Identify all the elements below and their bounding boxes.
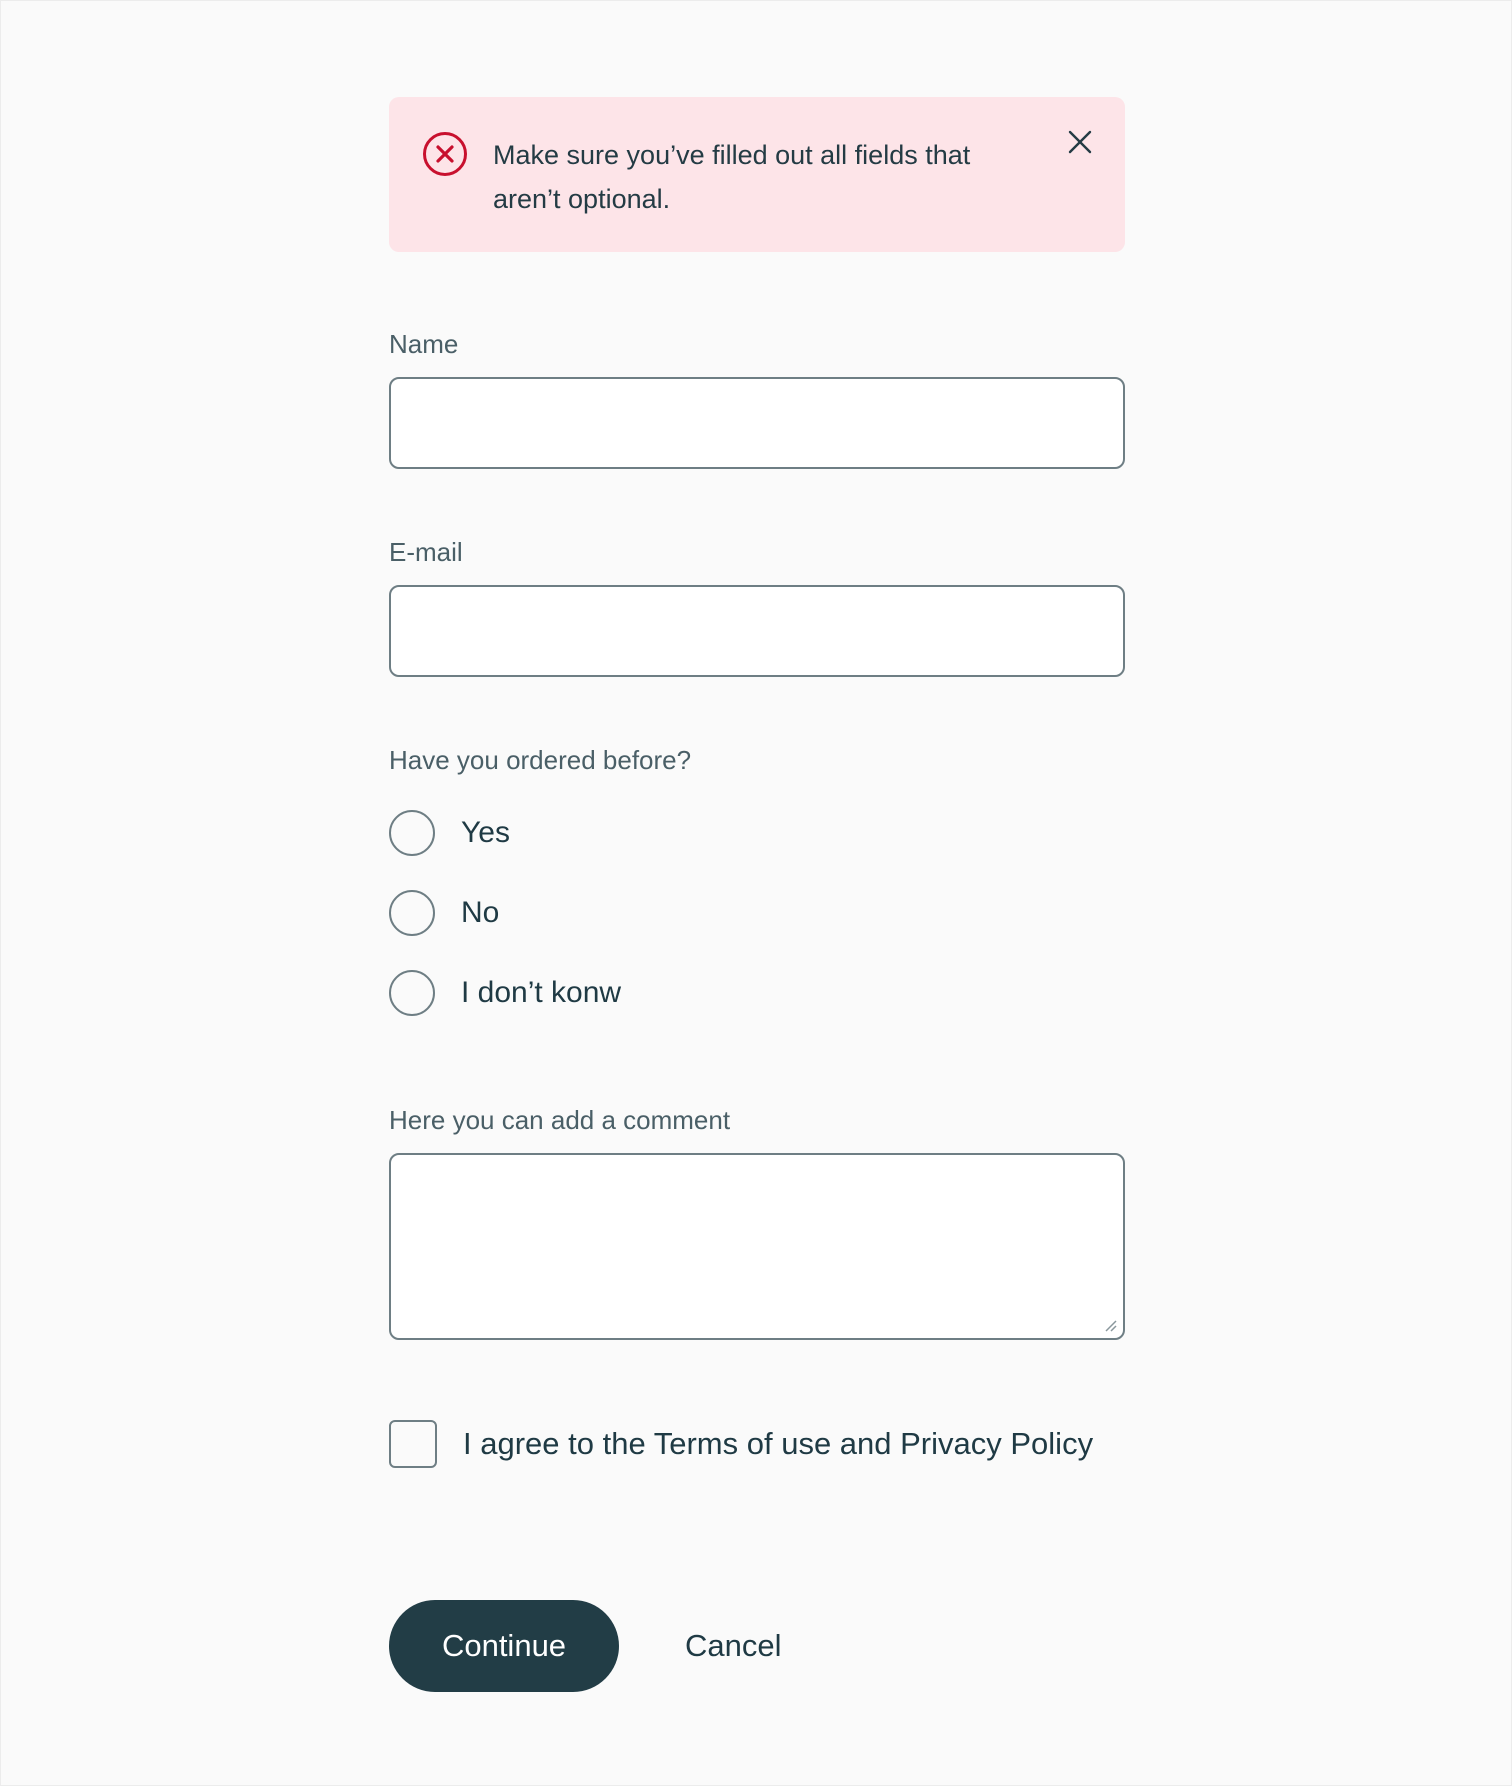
comment-textarea[interactable]	[389, 1153, 1125, 1340]
name-label: Name	[389, 329, 459, 359]
close-icon[interactable]	[1065, 127, 1095, 157]
radio-label-yes: Yes	[461, 816, 510, 849]
continue-button[interactable]: Continue	[389, 1600, 619, 1692]
error-alert	[389, 97, 1125, 252]
terms-agreement[interactable]	[389, 1420, 1093, 1468]
terms-checkbox[interactable]	[389, 1420, 437, 1468]
error-circle-x-icon	[422, 131, 468, 177]
ordered-before-group	[389, 744, 1125, 776]
ordered-before-label: Have you ordered before?	[389, 745, 692, 775]
radio-option-dont-know[interactable]	[389, 969, 621, 1017]
radio-option-no[interactable]	[389, 889, 499, 937]
email-label: E-mail	[389, 537, 463, 567]
radio-option-yes[interactable]	[389, 809, 510, 857]
order-form	[389, 97, 1125, 1663]
comment-label: Here you can add a comment	[389, 1105, 731, 1135]
terms-label: I agree to the Terms of use and Privacy Policy	[463, 1426, 1094, 1461]
error-alert-message: Make sure you’ve filled out all fields that aren’t optional.	[493, 140, 971, 214]
radio-label-dont-know: I don’t konw	[461, 976, 622, 1009]
comment-field-group	[389, 1104, 1125, 1136]
email-input[interactable]	[389, 585, 1125, 677]
resize-handle-icon[interactable]	[1103, 1318, 1117, 1332]
email-field-group	[389, 536, 1125, 568]
form-actions	[389, 1600, 782, 1692]
name-input[interactable]	[389, 377, 1125, 469]
cancel-button[interactable]: Cancel	[685, 1628, 782, 1663]
radio-button-no[interactable]	[389, 890, 435, 936]
name-field-group	[389, 328, 1125, 360]
radio-button-yes[interactable]	[389, 810, 435, 856]
radio-label-no: No	[461, 896, 500, 929]
radio-button-dont-know[interactable]	[389, 970, 435, 1016]
